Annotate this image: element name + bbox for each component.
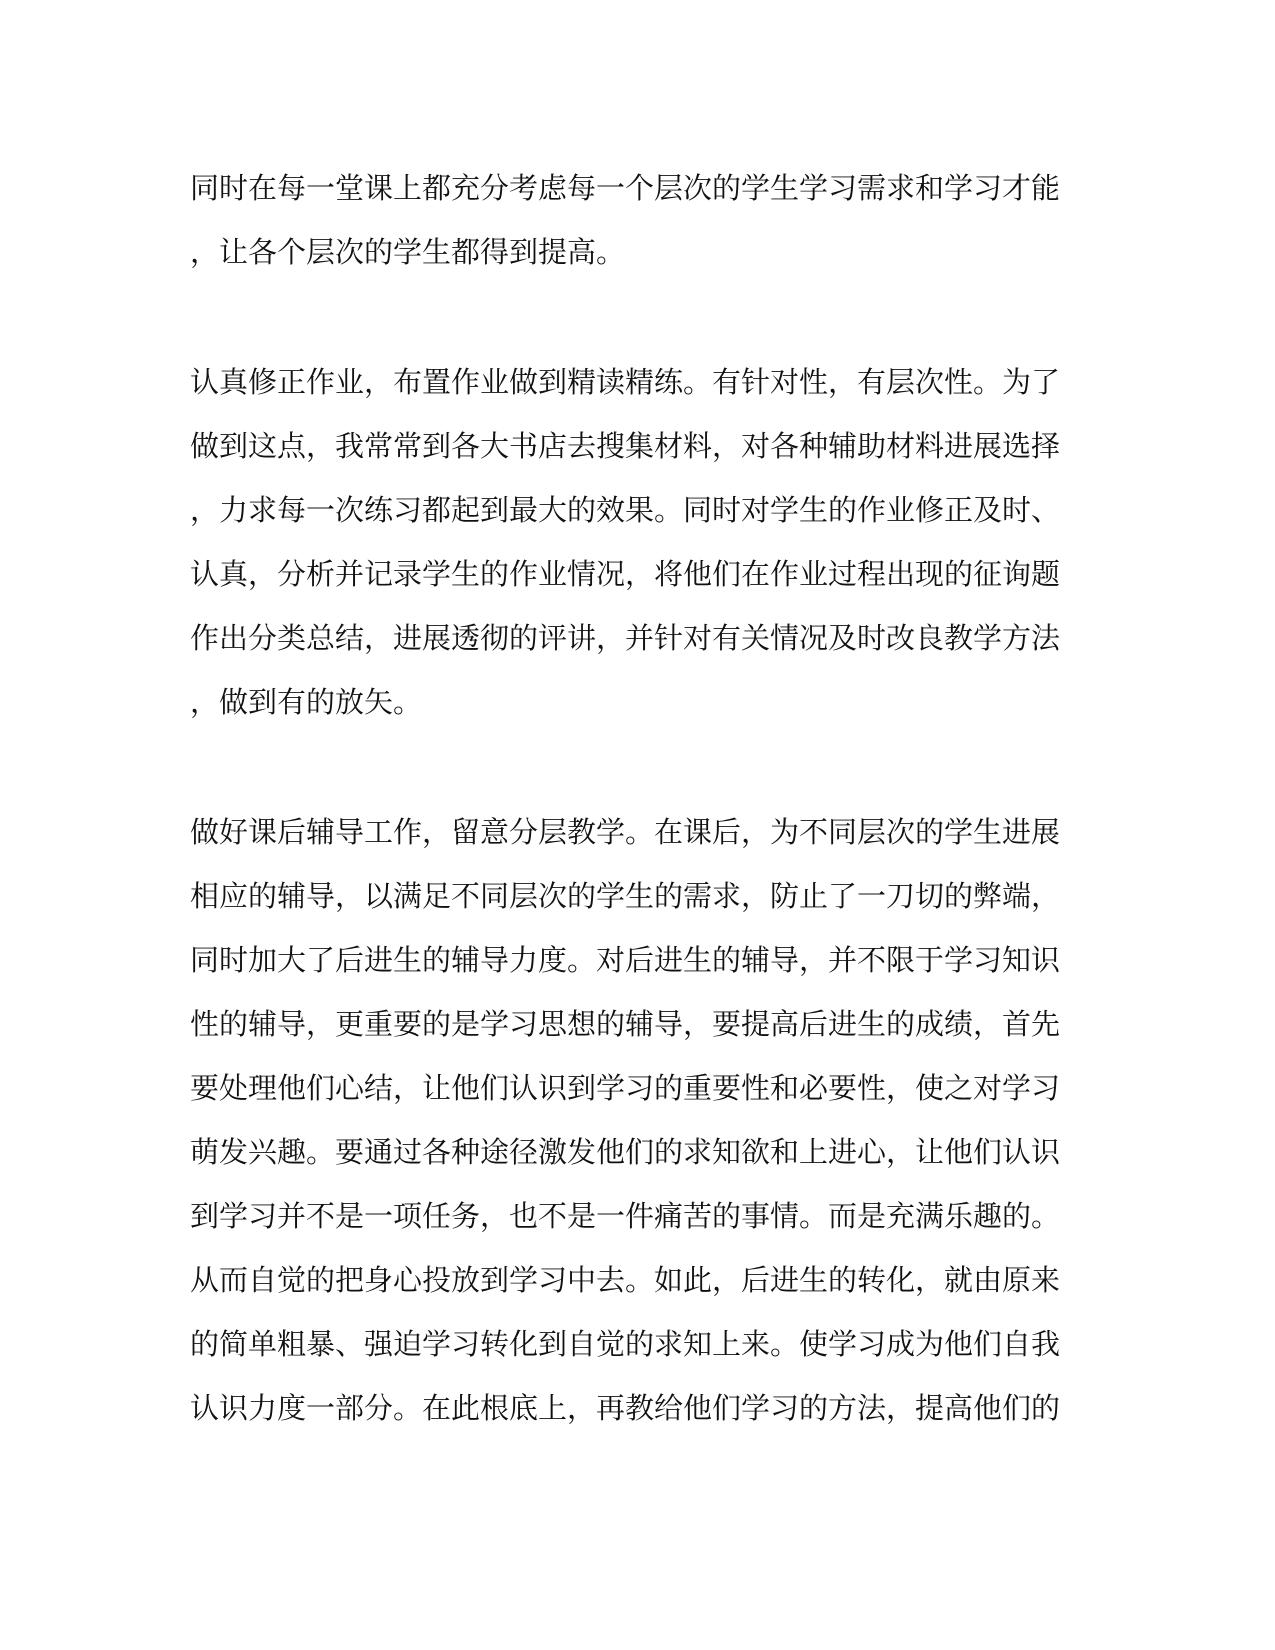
paragraph-line: ，力求每一次练习都起到最大的效果。同时对学生的作业修正及时、 (190, 493, 1061, 527)
paragraph-line: 作出分类总结，进展透彻的评讲，并针对有关情况及时改良教学方法 (190, 621, 1061, 655)
paragraph-2 (190, 350, 1070, 734)
paragraph-line: 萌发兴趣。要通过各种途径激发他们的求知欲和上进心，让他们认识 (190, 1135, 1061, 1169)
paragraph-line: 做到这点，我常常到各大书店去搜集材料，对各种辅助材料进展选择 (190, 429, 1061, 463)
paragraph-line: 从而自觉的把身心投放到学习中去。如此，后进生的转化，就由原来 (190, 1263, 1061, 1297)
paragraph-line: 认真修正作业，布置作业做到精读精练。有针对性，有层次性。为了 (190, 365, 1061, 399)
paragraph-line: 的简单粗暴、强迫学习转化到自觉的求知上来。使学习成为他们自我 (190, 1327, 1061, 1361)
paragraph-line: 同时在每一堂课上都充分考虑每一个层次的学生学习需求和学习才能 (190, 171, 1061, 205)
paragraph-line: 认识力度一部分。在此根底上，再教给他们学习的方法，提高他们的 (190, 1391, 1061, 1425)
paragraph-line: 性的辅导，更重要的是学习思想的辅导，要提高后进生的成绩，首先 (190, 1007, 1061, 1041)
paragraph-line: 认真，分析并记录学生的作业情况，将他们在作业过程出现的征询题 (190, 557, 1061, 591)
paragraph-line: 相应的辅导，以满足不同层次的学生的需求，防止了一刀切的弊端， (190, 879, 1061, 913)
paragraph-3 (190, 800, 1070, 1440)
paragraph-line: 到学习并不是一项任务，也不是一件痛苦的事情。而是充满乐趣的。 (190, 1199, 1061, 1233)
paragraph-line: 要处理他们心结，让他们认识到学习的重要性和必要性，使之对学习 (190, 1071, 1061, 1105)
paragraph-1 (190, 156, 1070, 284)
paragraph-line: ，做到有的放矢。 (190, 685, 423, 719)
paragraph-line: ，让各个层次的学生都得到提高。 (190, 235, 626, 269)
paragraph-line: 同时加大了后进生的辅导力度。对后进生的辅导，并不限于学习知识 (190, 943, 1061, 977)
paragraph-line: 做好课后辅导工作，留意分层教学。在课后，为不同层次的学生进展 (190, 815, 1061, 849)
